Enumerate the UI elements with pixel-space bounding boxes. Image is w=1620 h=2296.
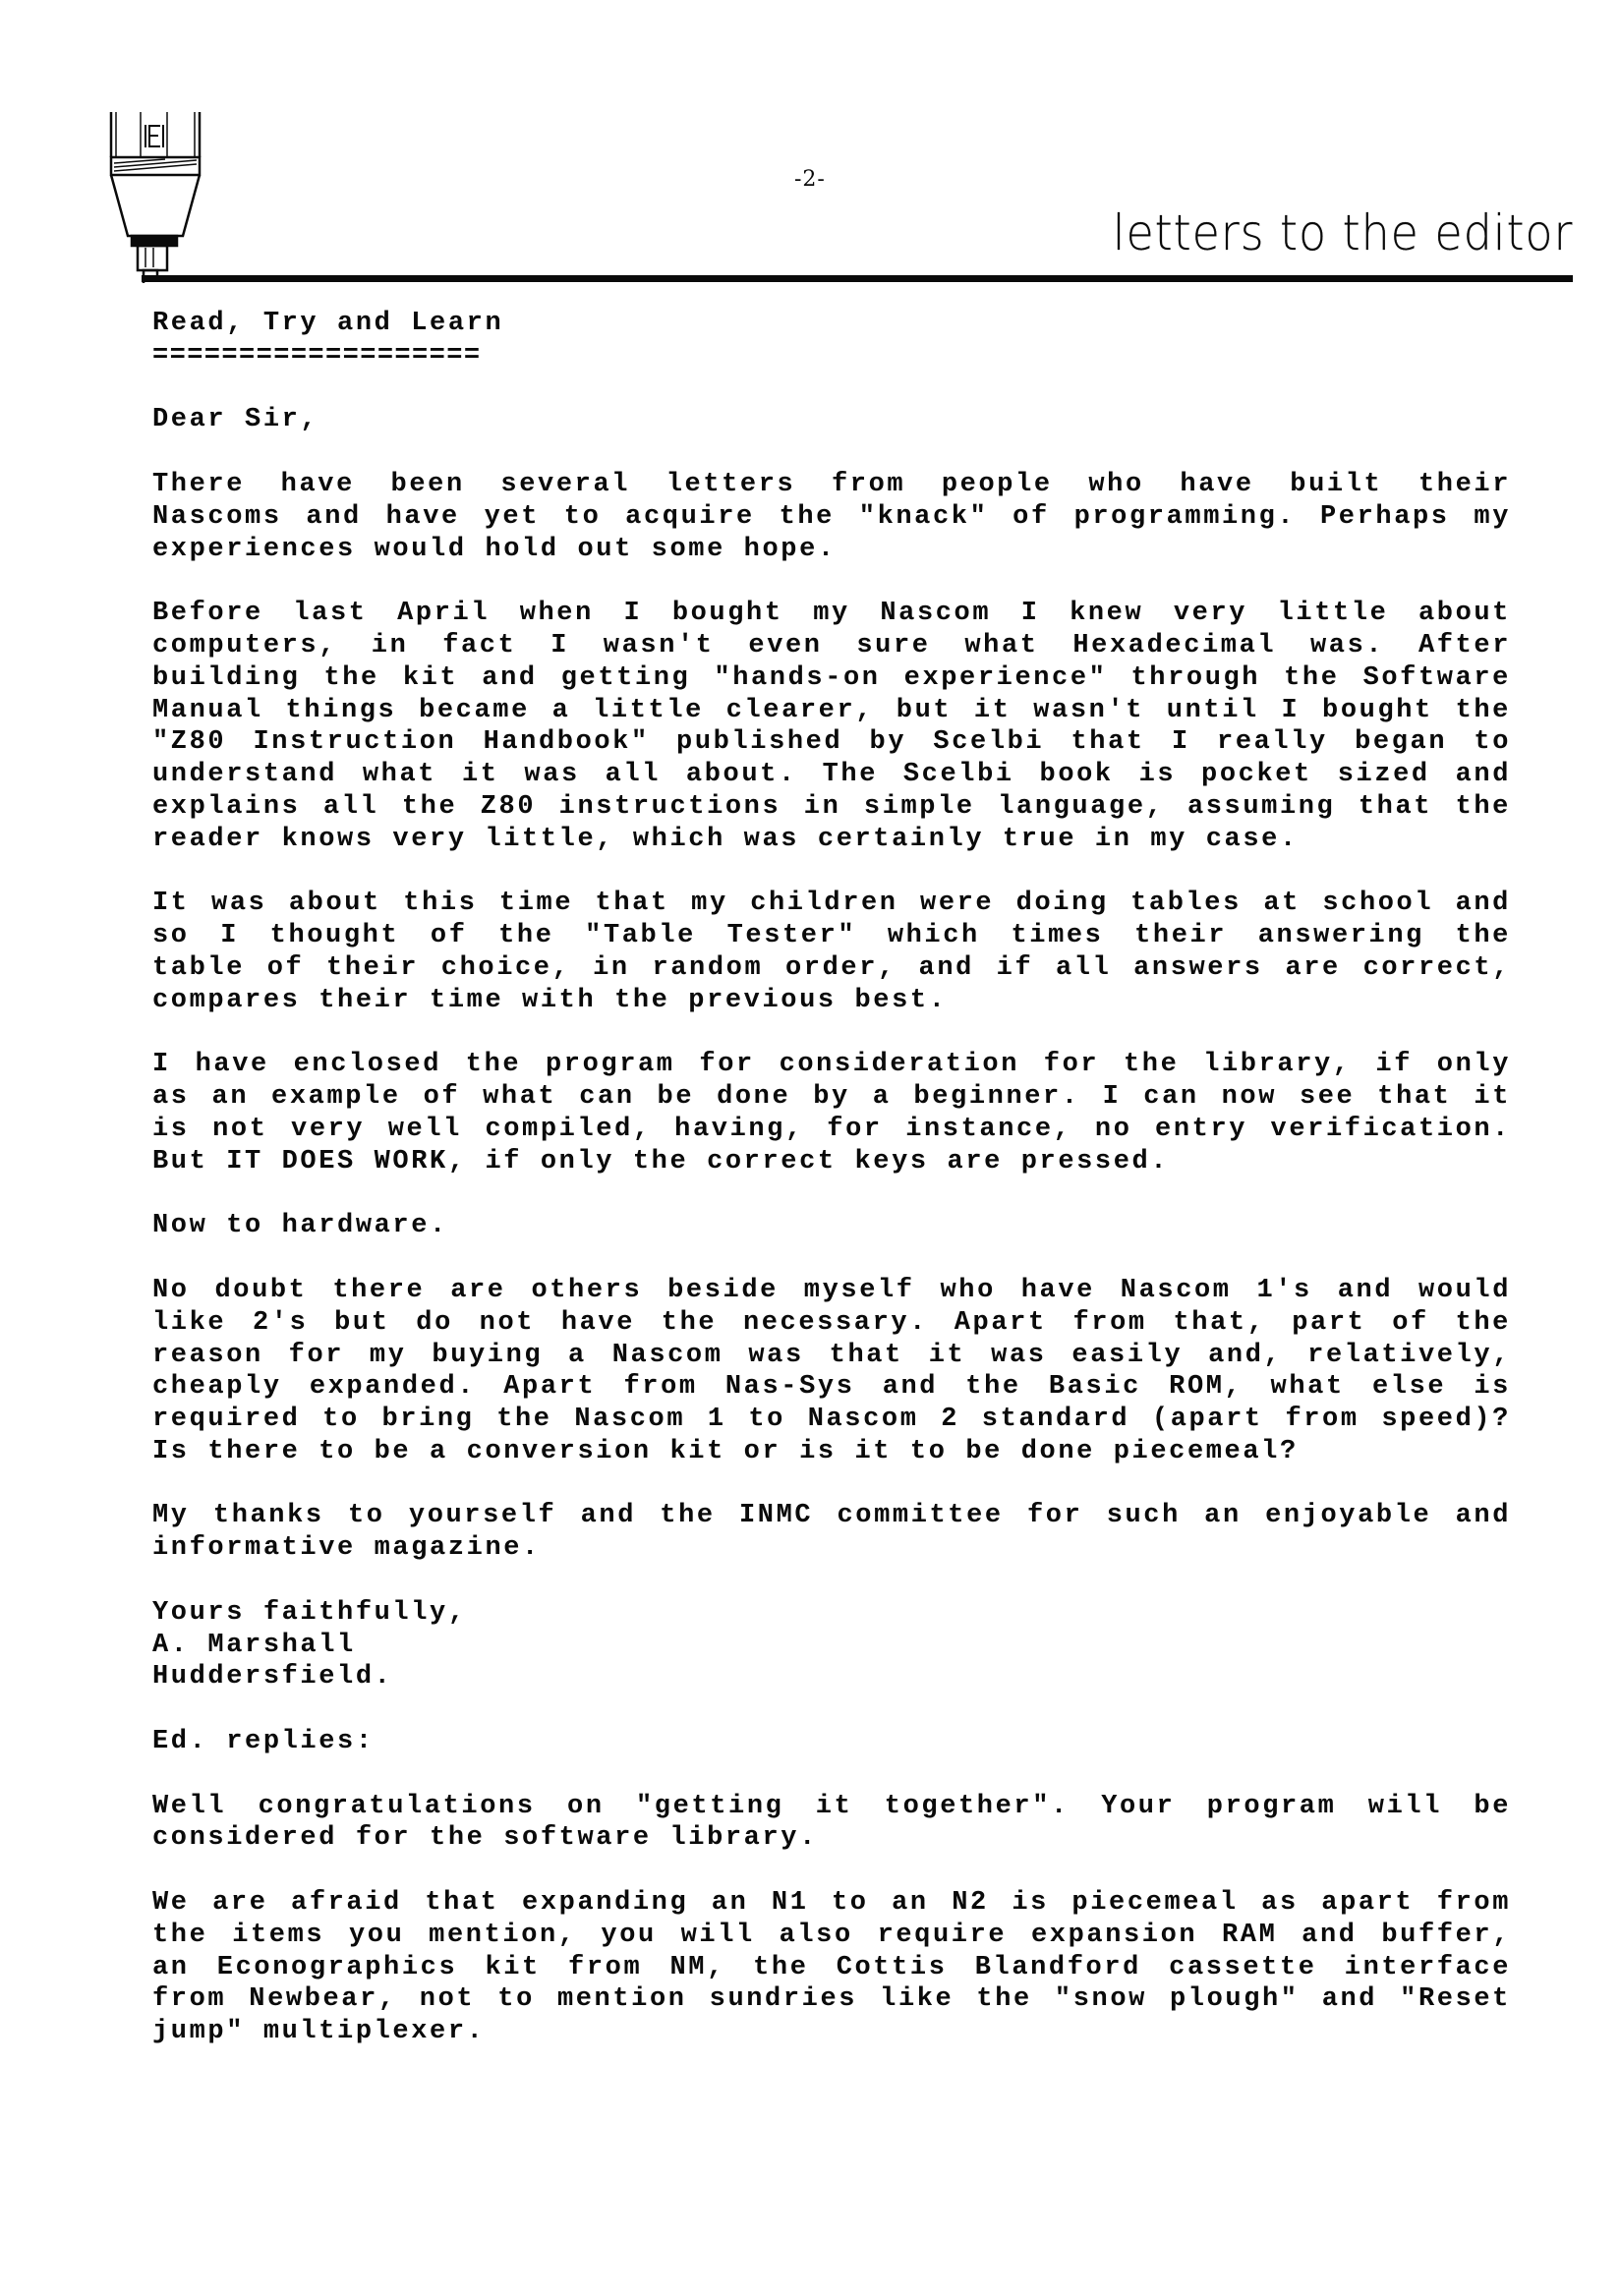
text-line: Is there to be a conversion kit or is it to be done piecemeal? <box>152 1436 1299 1466</box>
text-line: Well congratulations on "getting it together". Your program will be <box>152 1791 1511 1821</box>
text-line: explains all the Z80 instructions in simple language, assuming that the <box>152 791 1511 822</box>
letter-heading-underline: =================== <box>152 340 482 371</box>
letter-paragraph-5 <box>152 1210 1511 1242</box>
salutation <box>152 404 1511 436</box>
signature-block <box>152 1597 1511 1693</box>
text-line: so I thought of the "Table Tester" which times their answering the <box>152 921 1511 951</box>
text-line: I have enclosed the program for consideration for the library, if only <box>152 1050 1511 1080</box>
text-line: computers, in fact I wasn't even sure what Hexadecimal was. After <box>152 630 1511 660</box>
text-line: "Z80 Instruction Handbook" published by Scelbi that I really began to <box>152 727 1511 758</box>
editor-reply-label-text: Ed. replies: <box>152 1727 375 1757</box>
text-line: from Newbear, not to mention sundries like the "snow plough" and "Reset <box>152 1984 1511 2015</box>
letter-paragraph-1 <box>152 469 1511 565</box>
text-line: jump" multiplexer. <box>152 2017 486 2047</box>
text-line: experiences would hold out some hope. <box>152 534 837 564</box>
text-line: My thanks to yourself and the INMC committee for such an enjoyable and <box>152 1501 1511 1531</box>
text-line: as an example of what can be done by a beginner. I can now see that it <box>152 1082 1511 1113</box>
letter-paragraph-3 <box>152 888 1511 1016</box>
author-location: Huddersfield. <box>152 1662 393 1693</box>
text-line: understand what it was all about. The Scelbi book is pocket sized and <box>152 760 1511 790</box>
editor-reply-paragraph-1 <box>152 1791 1511 1856</box>
text-line: There have been several letters from people who have built their <box>152 469 1511 499</box>
text-line: We are afraid that expanding an N1 to an N2 is piecemeal as apart from <box>152 1888 1511 1919</box>
section-title: letters to the editor <box>1112 204 1573 261</box>
editor-reply-label <box>152 1726 1511 1758</box>
text-line: an Econographics kit from NM, the Cottis Blandford cassette interface <box>152 1952 1511 1982</box>
text-line: But IT DOES WORK, if only the correct keys are pressed. <box>152 1146 1170 1177</box>
text-line: building the kit and getting "hands-on experience" through the Software <box>152 662 1511 693</box>
text-line: required to bring the Nascom 1 to Nascom 2 standard (apart from speed)? <box>152 1405 1511 1435</box>
text-line: It was about this time that my children were doing tables at school and <box>152 889 1511 919</box>
letter-heading-title: Read, Try and Learn <box>152 309 504 338</box>
header-rule <box>142 275 1573 282</box>
author-name: A. Marshall <box>152 1630 356 1660</box>
text-line: No doubt there are others beside myself who have Nascom 1's and would <box>152 1275 1511 1305</box>
text-line: Before last April when I bought my Nascom I knew very little about <box>152 599 1511 629</box>
text-line: Now to hardware. <box>152 1211 448 1241</box>
text-line: reason for my buying a Nascom was that it was easily and, relatively, <box>152 1340 1511 1370</box>
text-line: compares their time with the previous best. <box>152 985 948 1015</box>
text-line: table of their choice, in random order, and if all answers are correct, <box>152 952 1511 983</box>
letter-body <box>152 308 1511 2081</box>
text-line: Nascoms and have yet to acquire the "knack" of programming. Perhaps my <box>152 501 1511 532</box>
text-line: like 2's but do not have the necessary. Apart from that, part of the <box>152 1307 1511 1338</box>
closing: Yours faithfully, <box>152 1597 467 1628</box>
salutation-text: Dear Sir, <box>152 405 319 435</box>
letter-paragraph-6 <box>152 1275 1511 1468</box>
letter-paragraph-7 <box>152 1500 1511 1565</box>
page-number: -2- <box>794 167 826 192</box>
text-line: reader knows very little, which was certainly true in my case. <box>152 824 1299 854</box>
pen-nib-icon <box>106 110 214 287</box>
letter-paragraph-2 <box>152 598 1511 855</box>
text-line: informative magazine. <box>152 1533 541 1564</box>
letter-heading <box>152 308 1511 373</box>
editor-reply-paragraph-2 <box>152 1887 1511 2048</box>
text-line: the items you mention, you will also require expansion RAM and buffer, <box>152 1920 1511 1950</box>
text-line: Manual things became a little clearer, but it wasn't until I bought the <box>152 695 1511 725</box>
text-line: considered for the software library. <box>152 1823 818 1854</box>
text-line: cheaply expanded. Apart from Nas-Sys and the Basic ROM, what else is <box>152 1372 1511 1403</box>
letter-paragraph-4 <box>152 1049 1511 1177</box>
text-line: is not very well compiled, having, for instance, no entry verification. <box>152 1114 1511 1144</box>
